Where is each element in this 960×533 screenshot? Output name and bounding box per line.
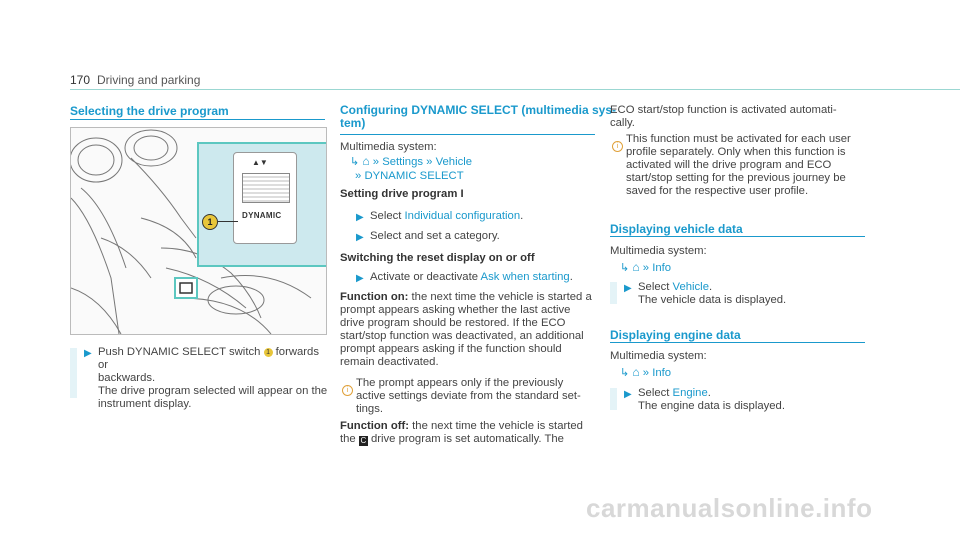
paragraph-line: prompt appears asking if the function should [340,343,562,355]
note-line: active settings deviate from the standard set- [356,390,581,402]
paragraph-line: drive program should be restored. If the ECO [340,317,566,329]
step-arrow-icon: ▶ [356,273,364,284]
nav-path-2 [355,170,464,183]
eco-paragraph [610,104,872,130]
step-text-part: . [708,281,713,293]
subheading-setting-drive-program: Setting drive program I [340,188,464,200]
step-select-vehicle [638,281,786,307]
home-icon: ⌂ [362,154,370,168]
nav-vehicle: Vehicle [435,156,473,168]
step-text-part: Select [370,210,405,222]
function-on-label: Function on: [340,291,409,303]
number-badge-icon: 1 [264,348,273,357]
step-select-individual [370,210,523,223]
title-line: tem) [340,116,366,130]
multimedia-label: Multimedia system: [610,245,707,257]
note-line: profile separately. Only when this function is [626,146,846,158]
nav-corner-arrow-icon: ↳ [350,156,360,168]
section-title-vehicle-data: Displaying vehicle data [610,222,743,236]
step-line: instrument display. [98,398,192,410]
step-result: The engine data is displayed. [638,400,785,412]
step-activate [370,271,573,284]
paragraph-line: cally. [610,117,635,129]
info-icon: i [342,380,353,398]
callout-line [218,221,238,222]
note-line: saved for the respective user profile. [626,185,809,197]
chevron-icon: » [372,156,380,168]
note-line: start/stop setting for the previous journey be [626,172,846,184]
multimedia-label: Multimedia system: [610,350,707,362]
chevron-icon: » [642,262,650,274]
page-number: 170 [70,73,91,87]
ask-when-starting-link: Ask when starting [480,271,570,283]
step-text-part: Push DYNAMIC SELECT switch [98,346,264,358]
note-line: tings. [356,403,384,415]
step-text-part: Select [638,387,673,399]
step-arrow-icon: ▶ [84,348,92,359]
paragraph-line: ECO start/stop function is activated automati- [610,104,837,116]
nav-path-info [620,261,671,275]
step-arrow-icon: ▶ [356,212,364,223]
header-rule [70,89,960,90]
step-line: The drive program selected will appear on the [98,385,328,397]
nav-info: Info [652,367,672,379]
paragraph-line: prompt appears asking whether the last active [340,304,571,316]
step-text-part: . [569,271,573,283]
function-off-label: Function off: [340,420,410,432]
callout-badge: 1 [202,214,218,230]
step-arrow-icon: ▶ [624,389,632,400]
nav-corner-arrow-icon: ↳ [620,262,630,274]
paragraph-line: the next time the vehicle is started [409,420,583,432]
paragraph-line: remain deactivated. [340,356,439,368]
nav-corner-arrow-icon: ↳ [620,367,630,379]
switch-rocker [242,173,290,203]
section-rule [610,236,865,237]
multimedia-label: Multimedia system: [340,141,437,153]
function-on-paragraph [340,291,602,369]
nav-path [350,155,472,169]
nav-path-info [620,366,671,380]
chevron-icon: » [355,170,362,182]
nav-info: Info [652,262,672,274]
step-arrow-icon: ▶ [356,232,364,243]
step-text-part: Activate or deactivate [370,271,481,283]
step-text [98,346,330,411]
step-select-category: Select and set a category. [370,230,500,242]
step-bar [610,388,617,410]
step-text-part: Select [638,281,673,293]
info-icon: i [612,136,623,154]
home-icon: ⌂ [632,260,640,274]
paragraph-line: the next time the vehicle is started a [408,291,592,303]
note-line: The prompt appears only if the previously [356,377,564,389]
section-title-engine-data: Displaying engine data [610,328,741,342]
step-text-part: . [520,210,524,222]
step-result: The vehicle data is displayed. [638,294,787,306]
prompt-note [356,377,596,416]
watermark: carmanualsonline.info [586,493,873,523]
step-text-part: forwards or [98,346,319,371]
up-down-arrows-icon: ▲▼ [252,158,268,167]
engine-link: Engine [672,387,708,399]
step-bar [70,348,77,398]
step-line: backwards. [98,372,156,384]
individual-configuration-link: Individual configuration [404,210,521,222]
step-select-engine [638,387,785,413]
title-line: Configuring DYNAMIC SELECT (multimedia sys- [340,103,617,117]
paragraph-text: drive program is set automatically. The [367,433,564,445]
dynamic-switch [233,152,297,244]
function-off-paragraph [340,420,602,446]
home-icon: ⌂ [632,365,640,379]
step-arrow-icon: ▶ [624,283,632,294]
subheading-reset-display: Switching the reset display on or off [340,252,535,264]
comfort-c-icon: C [360,436,367,445]
profile-note [626,133,876,198]
chapter-title: Driving and parking [97,73,201,87]
zoom-inset [197,142,327,267]
step-bar [610,282,617,304]
chevron-icon: » [642,367,650,379]
section-title-selecting-drive-program: Selecting the drive program [70,104,229,118]
section-rule [340,134,595,135]
paragraph-text: the [340,433,359,445]
section-title-configuring [340,104,616,130]
step-text-part: . [707,387,711,399]
vehicle-link: Vehicle [672,281,709,293]
note-line: activated will the drive program and ECO [626,159,832,171]
nav-settings: Settings [382,156,424,168]
section-rule [610,342,865,343]
note-line: This function must be activated for each user [626,133,851,145]
section-rule [70,119,325,120]
chevron-icon: » [426,156,433,168]
console-illustration [70,127,327,335]
dynamic-label: DYNAMIC [242,211,282,220]
paragraph-line: start/stop function was deactivated, an additional [340,330,584,342]
nav-dynamic-select: DYNAMIC SELECT [364,170,464,182]
